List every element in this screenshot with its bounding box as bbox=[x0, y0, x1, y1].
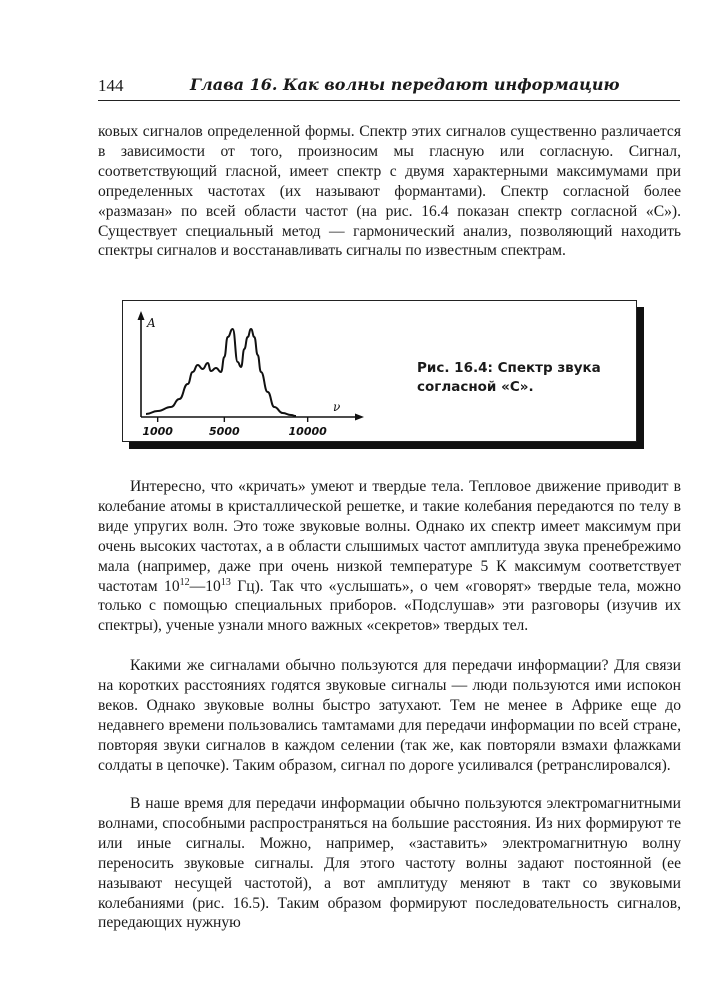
paragraph-2-text-c: Гц). Так что «услышать», о чем «говорят» твердые тела, можно только с помощью специальных приборов. «Подслушав» эти разговоры (изучив их спектры), ученые узнали много важных «секретов» твердых тел. bbox=[98, 577, 681, 635]
x-axis-arrow bbox=[355, 414, 364, 421]
page-number: 144 bbox=[98, 76, 124, 95]
paragraph-2 bbox=[98, 477, 681, 636]
spectrum-curve bbox=[146, 329, 296, 416]
x-tick-label-1000: 1000 bbox=[142, 425, 173, 438]
spectrum-chart bbox=[123, 301, 413, 441]
chapter-title: Глава 16. Как волны передают информацию bbox=[190, 75, 620, 94]
x-axis-label: ν bbox=[333, 400, 341, 414]
paragraph-3: Какими же сигналами обычно пользуются для передачи информации? Для связи на коротких расстояниях годятся звуковые сигналы — люди пользуются ими испокон веков. Однако звуковые волны быстро затухают. Тем не менее в Африке еще до недавнего времени пользовались тамтамами для передачи информации по всей стране, повторяя звуки сигналов в каждом селении (так же, как повторяли взмахи флажками солдаты в цепочке). Таким образом, сигнал по дороге усиливался (ретранслировался). bbox=[98, 657, 681, 774]
figure-caption: Рис. 16.4: Спектр звука согласной «С». bbox=[417, 360, 601, 395]
paragraph-1: ковых сигналов определенной формы. Спектр этих сигналов существенно различается в зависимости от того, произносим мы гласную или согласную. Сигнал, соответствующий гласной, имеет спектр с двумя характерными максимумами при определенных частотах (их называют формантами). Спектр согласной более «размазан» по всей области частот (на рис. 16.4 показан спектр согласной «С»). Существует специальный метод — гармонический анализ, позволяющий находить спектры сигналов и восстанавливать сигналы по известным спектрам. bbox=[98, 123, 681, 260]
x-tick-label-10000: 10000 bbox=[288, 425, 327, 438]
y-axis-arrow bbox=[138, 311, 145, 320]
page-header bbox=[98, 74, 680, 101]
exponent-12: 12 bbox=[179, 576, 190, 588]
paragraph-2-text-b: —10 bbox=[189, 577, 221, 595]
exponent-13: 13 bbox=[220, 576, 231, 588]
y-axis-label: A bbox=[147, 316, 156, 330]
x-tick-label-5000: 5000 bbox=[209, 425, 240, 438]
paragraph-2-text-a: Интересно, что «кричать» умеют и твердые тела. Тепловое движение приводит в колебание атомы в кристаллической решетке, и такие колебания передаются по телу в виде упругих волн. Это тоже звуковые волны. Однако их спектр имеет максимум при очень высоких частотах, а в области слышимых частот амплитуда звука пренебрежимо мала (например, даже при очень низкой температуре 5 К максимум соответствует частотам 10 bbox=[98, 478, 681, 595]
paragraph-4: В наше время для передачи информации обычно пользуются электромагнитными волнами, способными распространяться на большие расстояния. Из них формируют те или иные сигналы. Можно, например, «заставить» электромагнитную волну переносить звуковые сигналы. Для этого частоту волны задают постоянной (ее называют несущей частотой), а вот амплитуду меняют в такт со звуковыми колебаниями (рис. 16.5). Таким образом формируют последовательность сигналов, передающих нужную bbox=[98, 795, 681, 932]
figure-16-4 bbox=[122, 300, 637, 442]
